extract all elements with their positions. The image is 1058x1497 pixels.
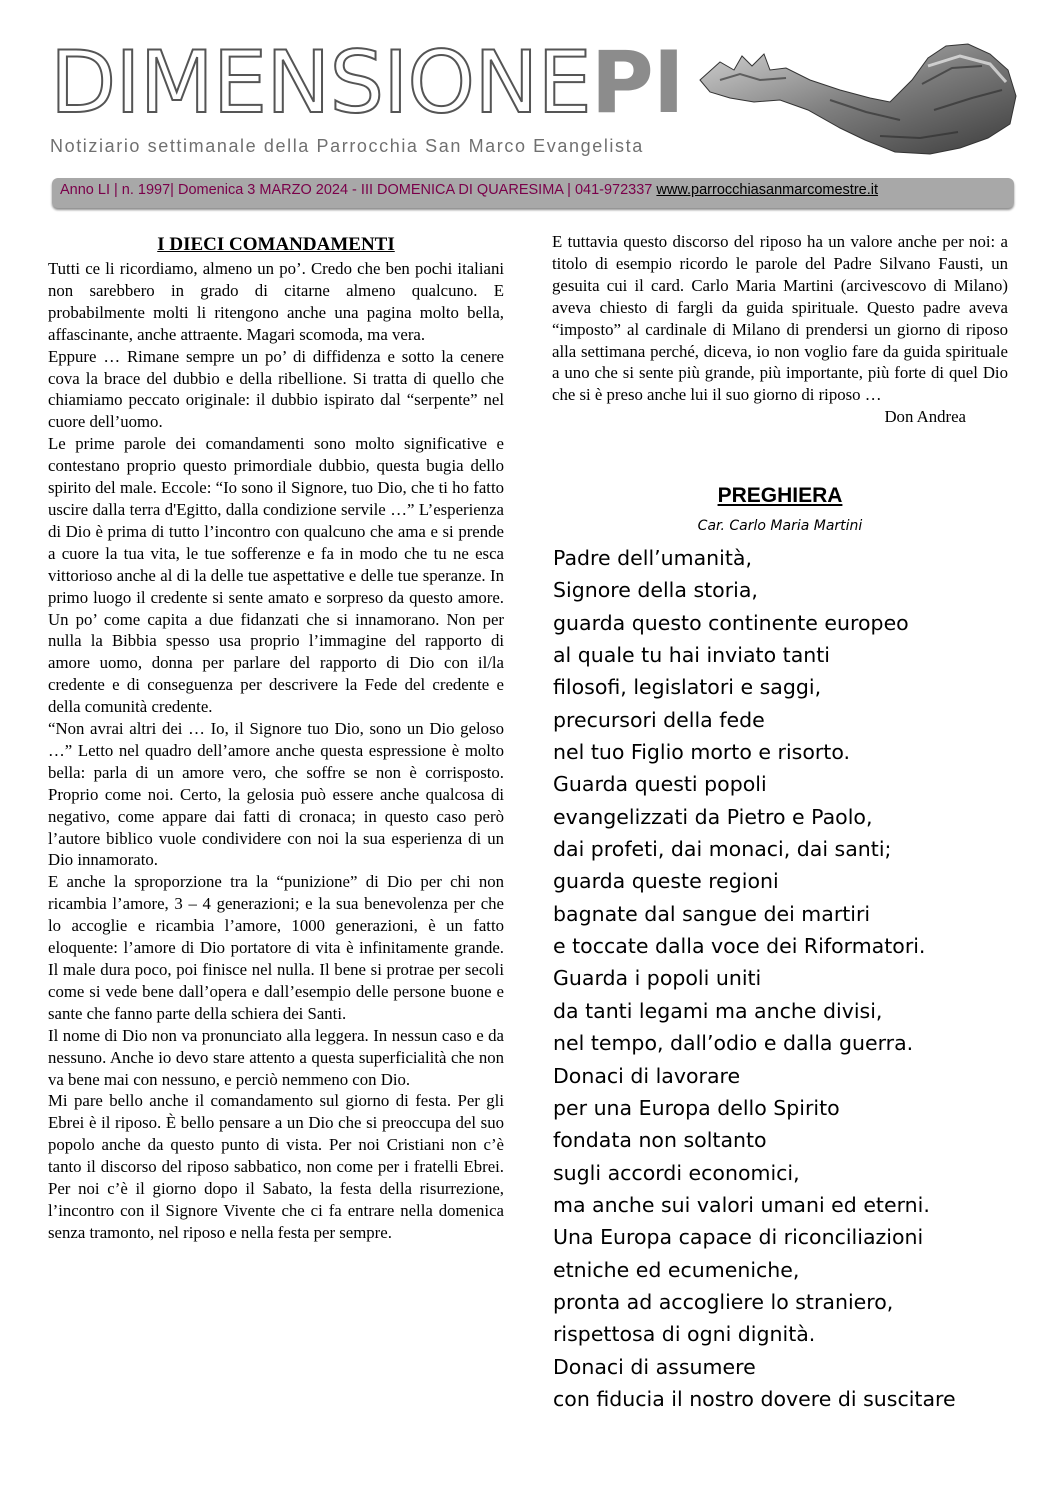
- prayer-line: al quale tu hai inviato tanti: [553, 643, 830, 668]
- article-paragraph: Il nome di Dio non va pronunciato alla leggera. In nessun caso e da nessuno. Anche io devo stare attento a questa superficialità che non va bene mai con nessuno, e perciò nemmeno con Dio.: [48, 1025, 504, 1089]
- prayer-line: guarda queste regioni: [553, 869, 779, 894]
- prayer-line: guarda questo continente europeo: [553, 610, 909, 635]
- prayer-line: pronta ad accogliere lo straniero,: [553, 1289, 894, 1314]
- prayer-author: Car. Carlo Maria Martini: [697, 518, 863, 534]
- prayer-line: da tanti legami ma anche divisi,: [553, 998, 883, 1023]
- info-bar-text: [60, 182, 878, 198]
- prayer-line: nel tempo, dall’odio e dalla guerra.: [553, 1031, 914, 1056]
- prayer-line: nel tuo Figlio morto e risorto.: [553, 740, 851, 765]
- prayer-line: Donaci di lavorare: [553, 1063, 741, 1088]
- prayer-line: evangelizzati da Pietro e Paolo,: [553, 804, 873, 829]
- prayer-line: Padre dell’umanità,: [553, 546, 752, 570]
- prayer-line: sugli accordi economici,: [553, 1160, 800, 1185]
- prayer-line: bagnate dal sangue dei martiri: [553, 901, 871, 926]
- article-signature: Don Andrea: [884, 407, 966, 427]
- issue-info: Anno LI | n. 1997| Domenica 3 MARZO 2024 - III DOMENICA DI QUARESIMA | 041-972337: [60, 182, 653, 198]
- prayer-line: Guarda i popoli uniti: [553, 966, 762, 991]
- masthead-title-main: DIMENSIONE: [50, 33, 591, 133]
- article-paragraph: Tutti ce li ricordiamo, almeno un po’. Credo che ben pochi italiani non sarebbero in grado di citarne almeno qualcuno. E probabilmente molti li ritengono anche una pagina molto bella, affascinante, anche attraente. Magari scomoda, ma vera.: [48, 259, 504, 344]
- prayer-line: Donaci di assumere: [553, 1354, 756, 1379]
- prayer-line: con fiducia il nostro dovere di suscitare: [553, 1386, 956, 1411]
- prayer-line: filosofi, legislatori e saggi,: [553, 675, 822, 700]
- article-paragraph: E anche la sproporzione tra la “punizione” di Dio per chi non ricambia l’amore, 3 – 4 generazioni; e la sua benevolenza per che lo accoglie e ricambia l’amore, 1000 generazioni, è un fatto eloquente: l’amore di Dio portatore di vita è infinitamente grande. Il male dura poco, poi finisce nel nulla. Il bene si protrae per secoli come si vede bene dall’opera e dall’esempio delle persone buone e sante che fanno parte della schiera dei Santi.: [48, 872, 504, 1023]
- article-right-column: [552, 231, 1008, 428]
- prayer-line: precursori della fede: [553, 707, 765, 732]
- website-link[interactable]: www.parrocchiasanmarcomestre.it: [656, 182, 879, 198]
- prayer-title: PREGHIERA: [717, 484, 843, 507]
- prayer-line: rispettosa di ogni dignità.: [553, 1322, 816, 1347]
- prayer-line: dai profeti, dai monaci, dai santi;: [553, 837, 892, 862]
- masthead-title-accent: PI: [590, 33, 684, 133]
- prayer-line: fondata non soltanto: [553, 1128, 767, 1153]
- article-title: I DIECI COMANDAMENTI: [157, 234, 395, 255]
- prayer-line: Signore della storia,: [553, 578, 758, 603]
- sculpture-image: [690, 40, 1020, 160]
- article-continuation: E tuttavia questo discorso del riposo ha un valore anche per noi: a titolo di esempio ricordo le parole del Padre Silvano Fausti, un gesuita cui il card. Carlo Maria Martini (arcivescovo di Milano) aveva chiesto di fargli da guida spirituale. Questo padre aveva “imposto” al cardinale di Milano di prendersi un giorno di riposo alla settimana perché, diceva, io non voglio fare da guida spirituale a uno che si sente più grande, più importante, più forte di quel Dio che si è preso anche lui il suo giorno di riposo …: [552, 232, 1008, 405]
- prayer-line: per una Europa dello Spirito: [553, 1095, 840, 1120]
- prayer-line: Una Europa capace di riconciliazioni: [553, 1225, 924, 1250]
- prayer-text: [553, 542, 1013, 1415]
- article-paragraph: Eppure … Rimane sempre un po’ di diffidenza e sotto la cenere cova la brace del dubbio e della ribellione. Si tratta di quello che chiamiamo peccato originale: il dubbio ispirato dal “serpente” nel cuore dell’uomo.: [48, 346, 504, 432]
- prayer-line: etniche ed ecumeniche,: [553, 1257, 800, 1282]
- prayer-line: e toccate dalla voce dei Riformatori.: [553, 934, 926, 959]
- prayer-line: ma anche sui valori umani ed eterni.: [553, 1192, 930, 1217]
- prayer-line: Guarda questi popoli: [553, 772, 767, 797]
- masthead-title: [50, 33, 684, 133]
- article-paragraph: “Non avrai altri dei … Io, il Signore tuo Dio, sono un Dio geloso …” Letto nel quadro dell’amore anche questa espressione è molto bella: parla di un amore vero, che soffre se non è corrisposto. Proprio come noi. Certo, la gelosia può essere anche qualcosa di negativo, come appare dai fatti di cronaca; in questo caso però l’autore biblico vuole condividere con noi la sua esperienza di un Dio innamorato.: [48, 719, 504, 870]
- article-paragraph: Le prime parole dei comandamenti sono molto significative e contestano proprio questo primordiale dubbio, questa bugia dello spirito del male. Eccole: “Io sono il Signore, tuo Dio, che ti ho fatto uscire dalla terra d'Egitto, dalla condizione servile …” L’esperienza di Dio è prima di tutto l’incontro con qualcuno che ama e si prende a cuore la tua vita, le tue sofferenze e fa in modo che tu ne esca vittorioso anche al di la delle tue aspettative e delle tue speranze. In primo luogo il credente si sente amato e sorpreso da questo amore. Un po’ come capita a due fidanzati che si innamorano. Non per nulla la Bibbia spesso usa proprio l’immagine del rapporto di amore uomo, donna per parlare del rapporto di Dio con il/la credente e di conseguenza per descrivere la Fede del credente e della comunità credente.: [48, 434, 504, 717]
- article-left-column: [48, 233, 504, 1244]
- article-paragraph: Mi pare bello anche il comandamento sul giorno di festa. Per gli Ebrei è il riposo. È bello pensare a un Dio che si preoccupa del suo popolo anche da questo punto di vista. Per noi Cristiani non c’è tanto il discorso del riposo sabbatico, non come per i fratelli Ebrei. Per noi c’è il giorno dopo il Sabato, la festa della risurrezione, l’incontro con il Signore Vivente che ci fa entrare nella domenica senza tramonto, nel riposo e nella festa per sempre.: [48, 1091, 504, 1242]
- masthead-subtitle: Notiziario settimanale della Parrocchia San Marco Evangelista: [50, 136, 644, 156]
